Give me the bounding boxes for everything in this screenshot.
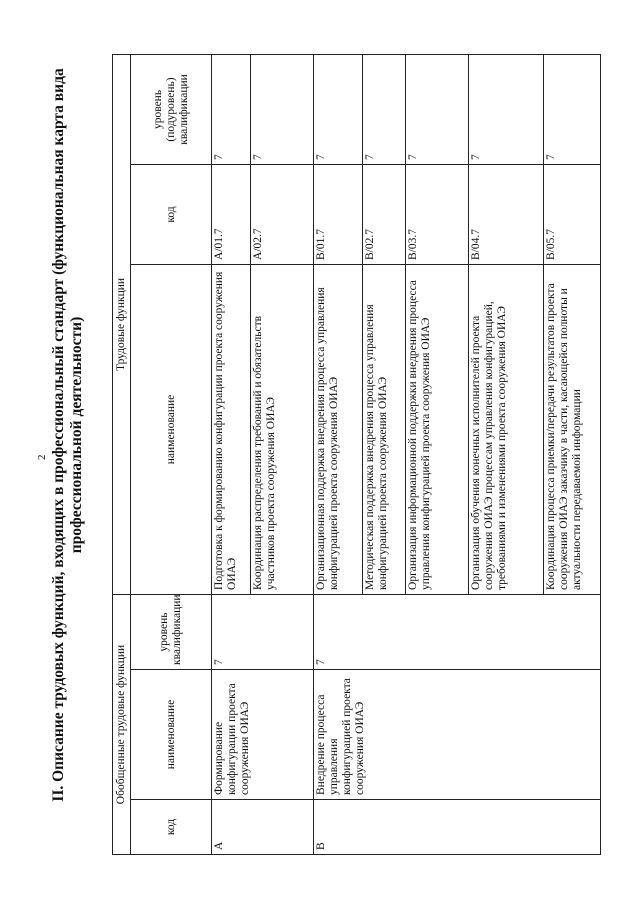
functional-map-table [112,54,601,855]
header-name: наименование [131,670,212,800]
header-labor-functions: Трудовые функции [113,54,131,594]
generalized-code: A [212,800,314,855]
function-code: A/01.7 [212,164,251,264]
header-sublevel: уровень (подуровень) квалификации [131,54,212,164]
table-row [314,54,363,854]
header-function-code: код [131,164,212,264]
header-row-columns [131,54,212,854]
function-code: B/04.7 [469,164,544,264]
function-level: 7 [544,54,601,164]
function-level: 7 [212,54,251,164]
generalized-name: Формирование конфигурации проекта сооружения ОИАЭ [212,670,314,800]
function-name: Подготовка к формированию конфигурации проекта сооружения ОИАЭ [212,264,251,594]
function-level: 7 [406,54,469,164]
generalized-name: Внедрение процесса управления конфигурацией проекта сооружения ОИАЭ [314,670,601,800]
header-generalized-functions: Обобщенные трудовые функции [113,594,131,854]
function-code: B/01.7 [314,164,363,264]
function-code: B/02.7 [363,164,406,264]
table-row [212,54,251,854]
function-code: B/03.7 [406,164,469,264]
page-number: 2 [36,454,48,460]
function-level: 7 [363,54,406,164]
header-code: код [131,800,212,855]
function-level: 7 [469,54,544,164]
page-title: II. Описание трудовых функций, входящих в профессиональный стандарт (функциональная карта вида профессиональной деятельности) [50,68,85,802]
generalized-code: B [314,800,601,855]
header-row-groups [113,54,131,854]
function-level: 7 [314,54,363,164]
function-name: Методическая поддержка внедрения процесса управления конфигурацией проекта сооружения ОИАЭ [363,264,406,594]
function-name: Организационная поддержка внедрения процесса управления конфигурацией проекта сооружения ОИАЭ [314,264,363,594]
function-level: 7 [251,54,314,164]
function-name: Организация обучения конечных исполнителей проекта сооружения ОИАЭ процессам управления конфигурацией, требованиями и изменениями проекта сооружения ОИАЭ [469,264,544,594]
generalized-level: 7 [212,594,314,669]
function-name: Организация информационной поддержки внедрения процесса управления конфигурацией проекта сооружения ОИАЭ [406,264,469,594]
header-function-name: наименование [131,264,212,594]
function-name: Координация процесса приемки/передачи результатов проекта сооружения ОИАЭ заказчику в части, касающейся полноты и актуальности передаваемой информации [544,264,601,594]
function-code: B/05.7 [544,164,601,264]
function-name: Координация распределения требований и обязательств участников проекта сооружения ОИАЭ [251,264,314,594]
function-code: A/02.7 [251,164,314,264]
header-level: уровень квалификации [131,594,212,669]
generalized-level: 7 [314,594,601,669]
